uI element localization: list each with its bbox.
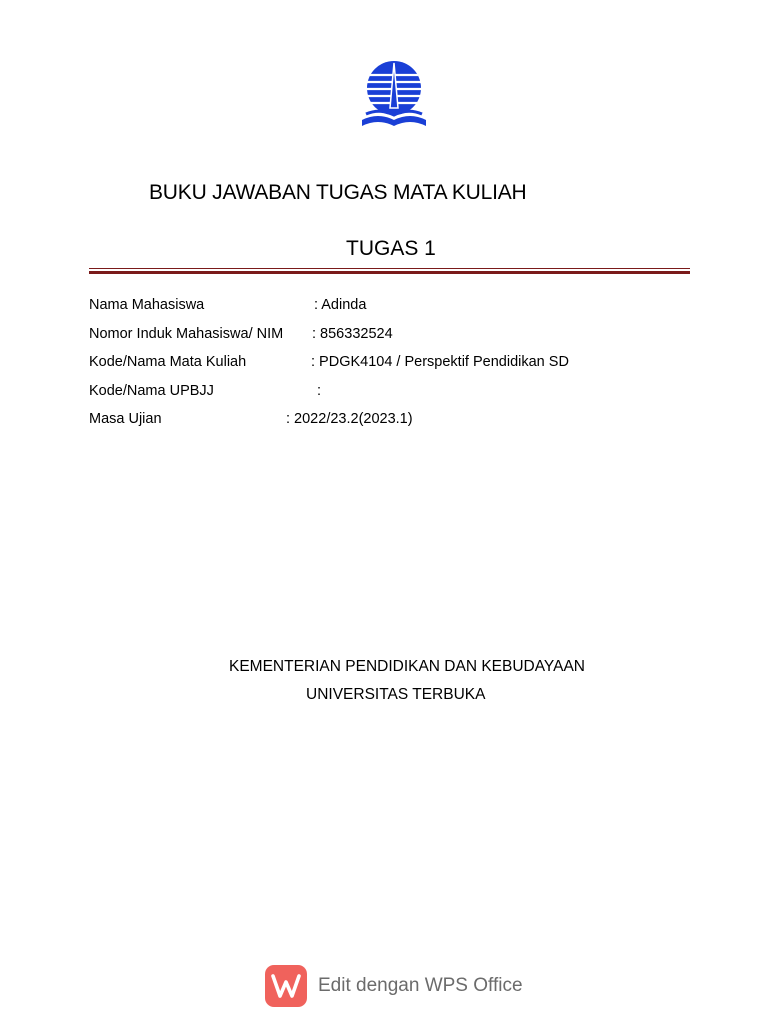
- wps-edit-label: Edit dengan WPS Office: [318, 975, 523, 996]
- info-row-upbjj: [89, 383, 709, 412]
- university-name: UNIVERSITAS TERBUKA: [306, 686, 486, 703]
- info-label: Nomor Induk Mahasiswa/ NIM: [89, 325, 284, 342]
- info-value: : Adinda: [314, 297, 367, 313]
- wps-office-icon: [265, 965, 307, 1007]
- info-row-nim: [89, 326, 709, 355]
- document-subtitle: TUGAS 1: [346, 237, 436, 260]
- info-row-course: [89, 354, 709, 383]
- university-logo-icon: [360, 58, 428, 130]
- info-value: : PDGK4104 / Perspektif Pendidikan SD: [311, 354, 569, 371]
- info-label: Masa Ujian: [89, 411, 162, 428]
- divider-thick: [89, 271, 690, 274]
- info-value: : 2022/23.2(2023.1): [286, 411, 413, 428]
- info-value: : 856332524: [312, 325, 393, 342]
- document-title: BUKU JAWABAN TUGAS MATA KULIAH: [149, 181, 527, 204]
- divider-thin: [89, 268, 690, 269]
- info-label: Kode/Nama UPBJJ: [89, 382, 214, 399]
- info-value: :: [317, 382, 322, 399]
- edit-with-wps-button[interactable]: [265, 964, 523, 1008]
- info-row-exam: [89, 411, 709, 440]
- ministry-name: KEMENTERIAN PENDIDIKAN DAN KEBUDAYAAN: [229, 658, 585, 675]
- info-label: Nama Mahasiswa: [89, 297, 205, 313]
- info-row-name: [89, 297, 709, 326]
- info-label: Kode/Nama Mata Kuliah: [89, 354, 247, 371]
- student-info: [89, 297, 709, 440]
